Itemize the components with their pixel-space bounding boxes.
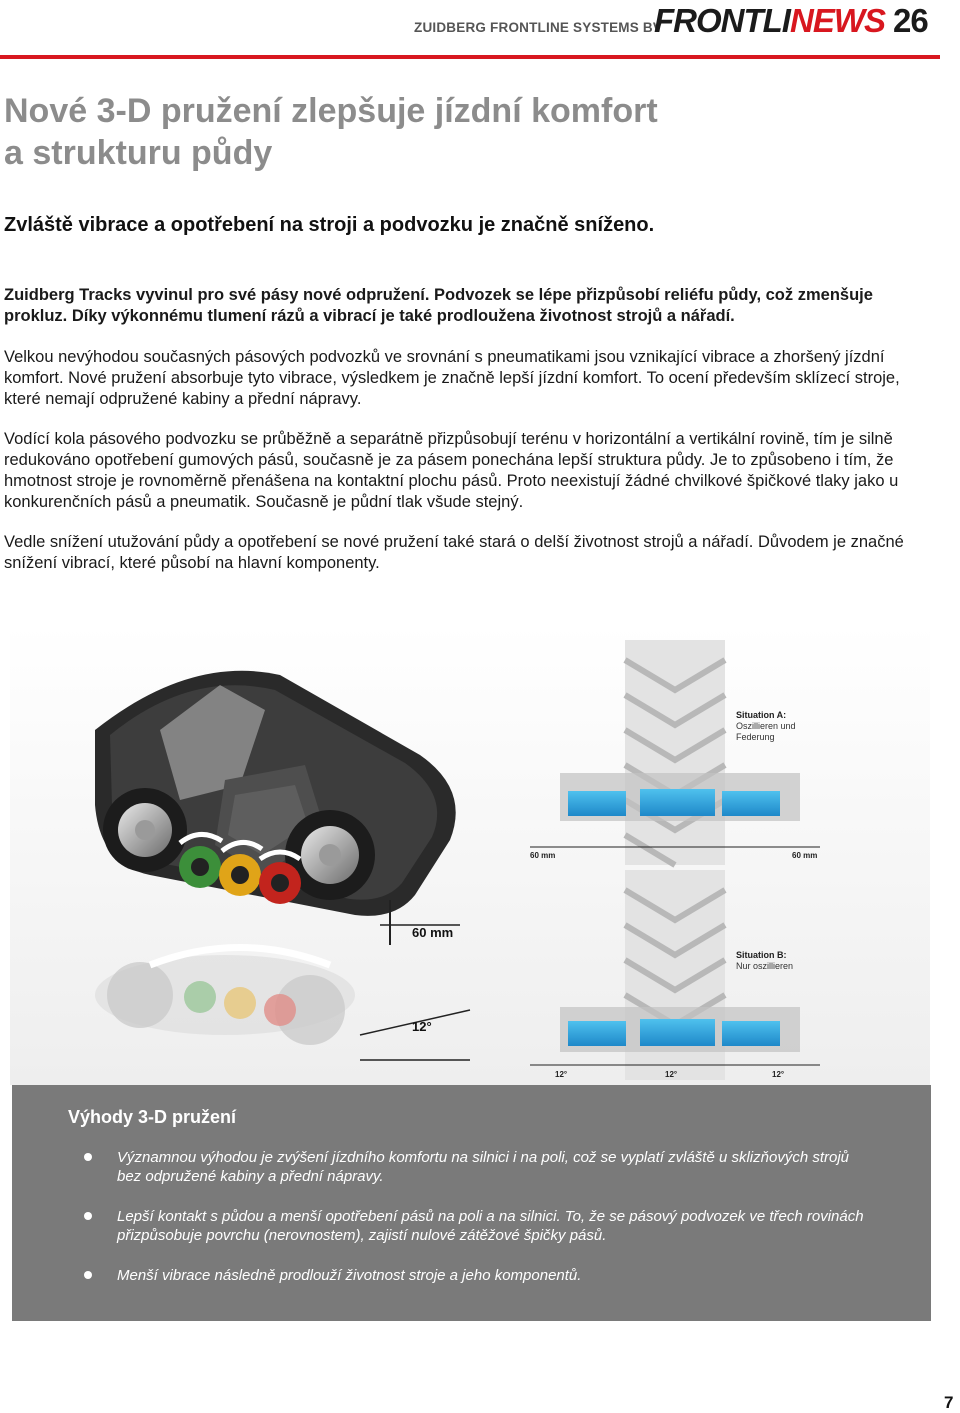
benefits-title: Výhody 3-D pružení <box>68 1107 237 1127</box>
situation-a-line-2: Federung <box>736 732 775 742</box>
article-subtitle: Zvláště vibrace a opotřebení na stroji a podvozku je značně sníženo. <box>4 214 655 236</box>
benefit-item-text: Lepší kontakt s půdou a menší opotřebení pásů na poli a na silnici. To, že se pásový podvozek ve třech rovinách přizpůsobuje povrchu (nerovnostem), zajistí nulové zátěžové špičky pásů. <box>117 1208 864 1244</box>
page-header <box>0 0 960 62</box>
benefit-item-text: Menší vibrace následně prodlouží životnost stroje a jeho komponentů. <box>117 1267 582 1284</box>
tilt-angle-label: 12° <box>412 1019 432 1034</box>
logo-text-news: NEWS <box>789 2 885 39</box>
situation-a-line-1: Oszillieren und <box>736 721 796 731</box>
bullet-icon <box>84 1271 92 1279</box>
company-name: ZUIDBERG FRONTLINE SYSTEMS BV <box>414 20 663 35</box>
benefits-list <box>84 1148 864 1285</box>
header-rule <box>0 55 940 59</box>
article-title <box>4 90 904 174</box>
intro-paragraph: Zuidberg Tracks vyvinul pro své pásy nové odpružení. Podvozek se lépe přizpůsobí reliéfu půdy, což zmenšuje prokluz. Díky výkonnému tlumení rázů a vibrací je také prodloužena životnost strojů a nářadí. <box>4 286 873 325</box>
situation-a-title: Situation A: <box>736 710 787 720</box>
situation-a-dim-left: 60 mm <box>530 851 556 860</box>
situation-b-dim-right: 12° <box>772 1070 785 1079</box>
article-title-line-1: Nové 3-D pružení zlepšuje jízdní komfort <box>4 92 658 130</box>
situation-a-dim-right: 60 mm <box>792 851 818 860</box>
benefit-item <box>84 1207 864 1245</box>
benefits-box <box>12 1085 931 1321</box>
travel-label: 60 mm <box>412 925 454 940</box>
body-paragraph-guide-wheels: Vodící kola pásového podvozku se průběžně a separátně přizpůsobují terénu v horizontální a vertikální rovině, tím je silně redukováno opotřebení gumových pásů, současně je za pásem ponechána lepší struktura půdy. Je to způsobeno i tím, že hmotnost stroje je rovnoměrně přenášena na kontaktní plochu pásů. Proto neexistují žádné chvilkové špičkové tlaky jako u konkurenčních pásů a pneumatik. Současně je půdní tlak všude stejný. <box>4 430 899 511</box>
situation-b-line-1: Nur oszillieren <box>736 961 794 971</box>
benefit-item-text: Významnou výhodou je zvýšení jízdního komfortu na silnici i na poli, což se vyplatí zvláště u sklizňových strojů bez odpružené kabiny a přední nápravy. <box>117 1149 850 1185</box>
body-paragraph-lifetime: Vedle snížení utužování půdy a opotřebení se nové pružení také stará o delší životnost strojů a nářadí. Důvodem je značné snížení vibrací, které působí na hlavní komponenty. <box>4 533 904 572</box>
bullet-icon <box>84 1153 92 1161</box>
benefit-item <box>84 1148 864 1186</box>
situation-b-dim-left: 12° <box>555 1070 568 1079</box>
issue-number: 26 <box>892 2 928 39</box>
suspension-illustration <box>0 615 960 1095</box>
logo-text-frontli: FRONTLI <box>654 2 790 39</box>
article-title-line-2: a strukturu půdy <box>4 134 273 172</box>
benefit-item <box>84 1266 864 1285</box>
page-number: 7 <box>944 1393 954 1412</box>
body-paragraph-vibrations: Velkou nevýhodou současných pásových podvozků ve srovnání s pneumatikami jsou vznikající vibrace a zhoršený jízdní komfort. Nové pružení absorbuje tyto vibrace, výsledkem je značně lepší jízdní komfort. To ocení především sklízecí stroje, které nemají odpružené kabiny a přední nápravy. <box>4 348 900 408</box>
newsletter-logo <box>654 2 928 40</box>
situation-b-dim-center: 12° <box>665 1070 678 1079</box>
bullet-icon <box>84 1212 92 1220</box>
situation-b-title: Situation B: <box>736 950 787 960</box>
